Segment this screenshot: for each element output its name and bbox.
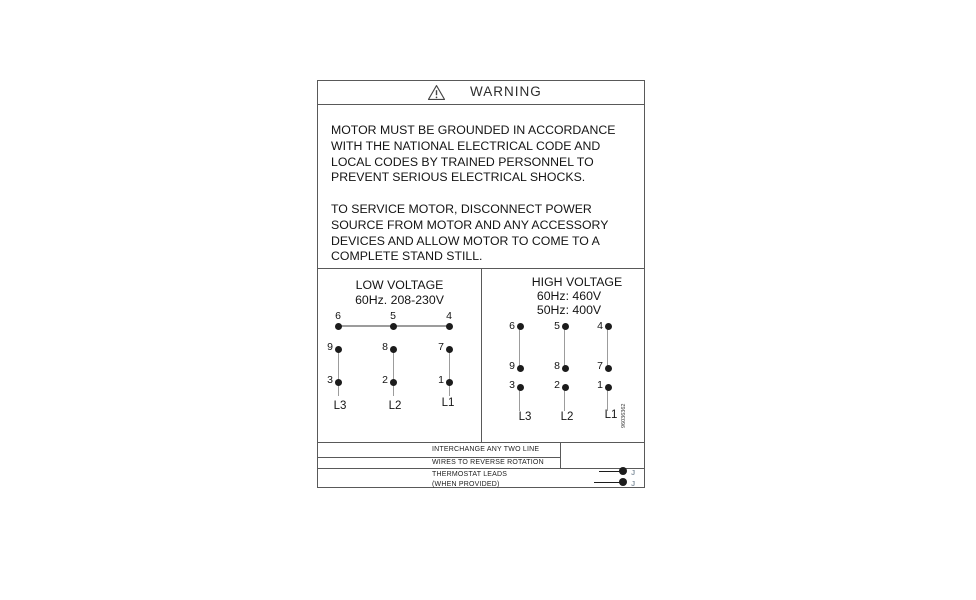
hv-connector-6-9 bbox=[519, 327, 520, 368]
lv-terminal-5: 5 bbox=[390, 310, 396, 322]
lv-terminal-4: 4 bbox=[446, 310, 452, 322]
hv-line-l2: L2 bbox=[560, 411, 574, 423]
thermostat-lead-label-2: J bbox=[631, 478, 636, 488]
lv-terminal-dot-3 bbox=[335, 379, 342, 386]
warning-triangle-icon bbox=[427, 84, 446, 106]
hv-terminal-dot-2 bbox=[562, 384, 569, 391]
hv-lead-line-3 bbox=[519, 389, 520, 411]
thermostat-lead-line-1 bbox=[599, 471, 620, 473]
thermostat-note-line1: THERMOSTAT LEADS bbox=[432, 470, 508, 478]
lv-line-l2: L2 bbox=[388, 400, 402, 412]
low-voltage-rating: 60Hz. 208-230V bbox=[355, 293, 444, 307]
lv-terminal-dot-2 bbox=[390, 379, 397, 386]
hv-terminal-dot-7 bbox=[605, 365, 612, 372]
hv-terminal-1: 1 bbox=[597, 379, 603, 391]
grounding-notice-line: MOTOR MUST BE GROUNDED IN ACCORDANCE bbox=[331, 123, 616, 137]
warning-text-block bbox=[318, 105, 644, 269]
hv-terminal-dot-5 bbox=[562, 323, 569, 330]
thermostat-note-line2: (WHEN PROVIDED) bbox=[432, 481, 500, 488]
grounding-notice-line: LOCAL CODES BY TRAINED PERSONNEL TO bbox=[331, 154, 594, 169]
hv-terminal-3: 3 bbox=[509, 379, 515, 391]
panel-divider bbox=[481, 269, 482, 442]
footer-divider-1 bbox=[318, 457, 560, 458]
high-voltage-rating-50hz: 50Hz: 400V bbox=[536, 303, 602, 317]
lv-line-l3: L3 bbox=[333, 400, 347, 412]
grounding-notice bbox=[331, 123, 634, 186]
wiring-panels bbox=[318, 269, 644, 443]
service-notice-line: TO SERVICE MOTOR, DISCONNECT POWER bbox=[331, 201, 592, 216]
rotation-note-line1: INTERCHANGE ANY TWO LINE bbox=[432, 446, 540, 453]
service-notice bbox=[331, 202, 634, 265]
grounding-notice-line: PREVENT SERIOUS ELECTRICAL SHOCKS. bbox=[331, 170, 586, 185]
lv-terminal-dot-1 bbox=[446, 379, 453, 386]
service-notice-line: COMPLETE STAND STILL. bbox=[331, 249, 483, 264]
warning-title: WARNING bbox=[470, 84, 542, 99]
hv-terminal-4: 4 bbox=[597, 320, 603, 332]
hv-terminal-dot-8 bbox=[562, 365, 569, 372]
footer-vertical-divider bbox=[560, 443, 561, 469]
lv-terminal-dot-9 bbox=[335, 346, 342, 353]
thermostat-lead-dot-1 bbox=[619, 467, 627, 475]
hv-terminal-6: 6 bbox=[509, 320, 515, 332]
lv-terminal-dot-5 bbox=[390, 323, 397, 330]
hv-terminal-7: 7 bbox=[597, 360, 603, 372]
warning-header bbox=[318, 81, 644, 105]
lv-connector-7-1 bbox=[449, 349, 450, 396]
lv-terminal-3: 3 bbox=[327, 374, 333, 386]
high-voltage-rating-60hz: 60Hz: 460V bbox=[536, 289, 602, 303]
hv-lead-line-1 bbox=[607, 389, 608, 411]
thermostat-lead-dot-2 bbox=[619, 478, 627, 486]
lv-connector-9-3 bbox=[338, 349, 339, 396]
thermostat-lead-line-2 bbox=[594, 482, 620, 484]
hv-terminal-8: 8 bbox=[554, 360, 560, 372]
hv-terminal-dot-4 bbox=[605, 323, 612, 330]
lv-terminal-2: 2 bbox=[382, 374, 388, 386]
hv-terminal-9: 9 bbox=[509, 360, 515, 372]
hv-terminal-dot-3 bbox=[517, 384, 524, 391]
hv-terminal-dot-6 bbox=[517, 323, 524, 330]
lv-terminal-8: 8 bbox=[382, 341, 388, 353]
lv-terminal-dot-7 bbox=[446, 346, 453, 353]
hv-terminal-dot-1 bbox=[605, 384, 612, 391]
high-voltage-title: HIGH VOLTAGE bbox=[531, 275, 623, 289]
lv-terminal-dot-6 bbox=[335, 323, 342, 330]
part-number: 96036362 bbox=[621, 403, 627, 428]
hv-terminal-5: 5 bbox=[554, 320, 560, 332]
hv-terminal-2: 2 bbox=[554, 379, 560, 391]
lv-connector-8-2 bbox=[393, 349, 394, 396]
footer-divider-2 bbox=[318, 468, 644, 469]
lv-terminal-dot-4 bbox=[446, 323, 453, 330]
low-voltage-title: LOW VOLTAGE bbox=[355, 278, 444, 292]
thermostat-lead-label-1: J bbox=[631, 467, 636, 477]
lv-terminal-dot-8 bbox=[390, 346, 397, 353]
hv-lead-line-2 bbox=[564, 389, 565, 411]
hv-terminal-dot-9 bbox=[517, 365, 524, 372]
grounding-notice-line: WITH THE NATIONAL ELECTRICAL CODE AND bbox=[331, 138, 601, 153]
rotation-note-line2: WIRES TO REVERSE ROTATION bbox=[432, 459, 544, 466]
lv-terminal-6: 6 bbox=[335, 310, 341, 322]
service-notice-line: SOURCE FROM MOTOR AND ANY ACCESSORY bbox=[331, 217, 609, 232]
lv-line-l1: L1 bbox=[441, 397, 455, 409]
footer-strip bbox=[318, 443, 644, 489]
motor-warning-label bbox=[317, 80, 645, 488]
hv-line-l3: L3 bbox=[518, 411, 532, 423]
lv-terminal-7: 7 bbox=[438, 341, 444, 353]
hv-connector-5-8 bbox=[564, 327, 565, 368]
hv-line-l1: L1 bbox=[604, 409, 618, 421]
hv-connector-4-7 bbox=[607, 327, 608, 368]
lv-terminal-1: 1 bbox=[438, 374, 444, 386]
lv-terminal-9: 9 bbox=[327, 341, 333, 353]
service-notice-line: DEVICES AND ALLOW MOTOR TO COME TO A bbox=[331, 233, 600, 248]
